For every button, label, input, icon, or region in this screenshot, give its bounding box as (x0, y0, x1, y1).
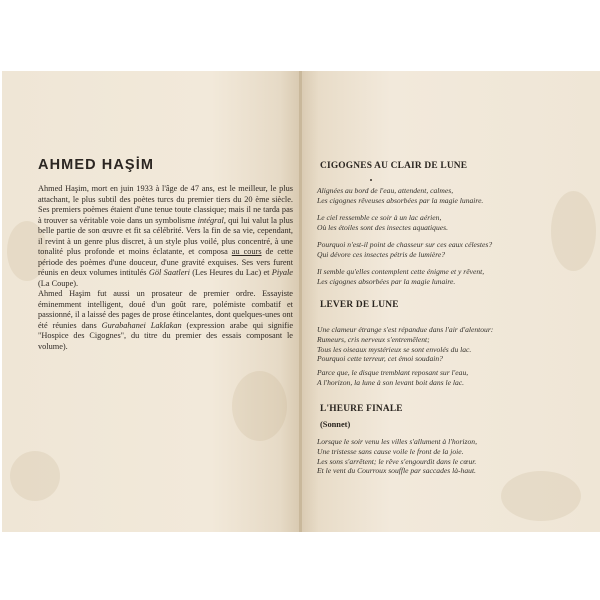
poem-stanza (317, 267, 592, 287)
verse-line: Le ciel ressemble ce soir à un lac aérien, (317, 213, 442, 222)
poem-title: LEVER DE LUNE (320, 300, 399, 310)
verse-line: Rumeurs, cris nerveux s'entremêlent; (317, 334, 430, 344)
poem-stanza (317, 368, 592, 388)
verse-line: Les cigognes absorbées par la magie lunaire. (317, 276, 456, 286)
poem-subtitle: (Sonnet) (320, 420, 351, 429)
author-biography (38, 184, 293, 352)
verse-line: Pourquoi cette terreur, cet émoi soudain? (317, 354, 443, 364)
paper-stain (232, 371, 287, 441)
open-book (2, 71, 600, 532)
book-gutter (299, 71, 302, 532)
biography-text-run: (Les Heures du Lac) et (189, 268, 272, 277)
biography-paragraph (38, 184, 293, 289)
paper-stain (10, 451, 60, 501)
biography-text-run: (expression arabe qui signifie "Hospice des Cigognes", du titre du premier des essais composant le volume). (38, 320, 293, 351)
verse-line: Lorsque le soir venu les villes s'allument à l'horizon, (317, 437, 477, 446)
ornament-dot (370, 179, 372, 181)
verse-line: Tous les oiseaux mystérieux se sont envolés du lac. (317, 344, 472, 354)
verse-line: Alignées au bord de l'eau, attendent, calmes, (317, 186, 454, 195)
poem-stanza (317, 213, 592, 233)
biography-paragraph (38, 289, 293, 352)
verse-line: Où les étoiles sont des insectes aquatiques. (317, 222, 448, 232)
poem-stanza (317, 240, 592, 260)
verse-line: Parce que, le disque tremblant reposant sur l'eau, (317, 368, 469, 377)
paper-stain (501, 471, 581, 521)
right-page (301, 71, 600, 532)
biography-text-run: Göl Saatleri (148, 268, 190, 277)
biography-text-run: Piyale (271, 268, 293, 277)
biography-text-run: Ahmed Haşim fut aussi un prosateur de premier ordre. Essayiste éminemment intelligent, doué d'un goût rare, polémiste combatif et passionné, il a laissé des pages de prose étincelantes, dont quelques-unes ont été réunies dans (38, 289, 293, 330)
verse-line: Qui dévore ces insectes pétris de lumière? (317, 249, 446, 259)
poem-stanza (317, 186, 592, 206)
author-title: AHMED HAŞİM (38, 157, 155, 173)
biography-text-run: intégral (197, 215, 224, 225)
biography-text-run: de cette période des poèmes d'une douceur, d'une gravité exquises. Ses vers furent réunis en deux volumes intitulés (38, 247, 294, 277)
verse-line: Et le vent du Courroux souffle par saccades là-haut. (317, 466, 476, 476)
biography-text-run: , qui lui valut la plus belle partie de son œuvre et fit sa célébrité. Vers la fin de sa vie, cependant, il revint à un genre plus discret, à un style plus voilé, plus concentré, à une tonalité plus profonde et moins éclatante, et composa (38, 215, 293, 256)
verse-line: Les sons s'arrêtent; le rêve s'engourdit dans le cœur. (317, 456, 477, 466)
verse-line: Pourquoi n'est-il point de chasseur sur ces eaux célestes? (317, 240, 493, 249)
biography-text-run: au cours (231, 247, 262, 256)
verse-line: Il semble qu'elles contemplent cette énigme et y rêvent, (317, 267, 485, 276)
verse-line: Les cigognes rêveuses absorbées par la magie lunaire. (317, 195, 484, 205)
biography-text-run: Ahmed Haşim, mort en juin 1933 à l'âge de 47 ans, est le meilleur, le plus attachant, le plus subtil des poètes turcs du premier tiers du 20 ème siècle. Ses premiers poèmes étaient d'une tenue toute classique; mais il ne tarda pas à trouver sa véritable voie dans un symbolisme (38, 184, 293, 225)
left-page (2, 71, 301, 532)
verse-line: Une clameur étrange s'est répandue dans l'air d'alentour: (317, 325, 494, 334)
poem-title: L'HEURE FINALE (320, 404, 403, 414)
biography-text-run: (La Coupe). (38, 278, 79, 288)
poem-title: CIGOGNES AU CLAIR DE LUNE (320, 161, 468, 171)
poem-stanza (317, 325, 592, 364)
biography-text-run: Gurabahanei Laklakan (101, 320, 182, 330)
verse-line: Une tristesse sans cause voile le front de la joie. (317, 446, 464, 456)
poem-stanza (317, 437, 592, 476)
verse-line: A l'horizon, la lune à son levant boit dans le lac. (317, 377, 465, 387)
